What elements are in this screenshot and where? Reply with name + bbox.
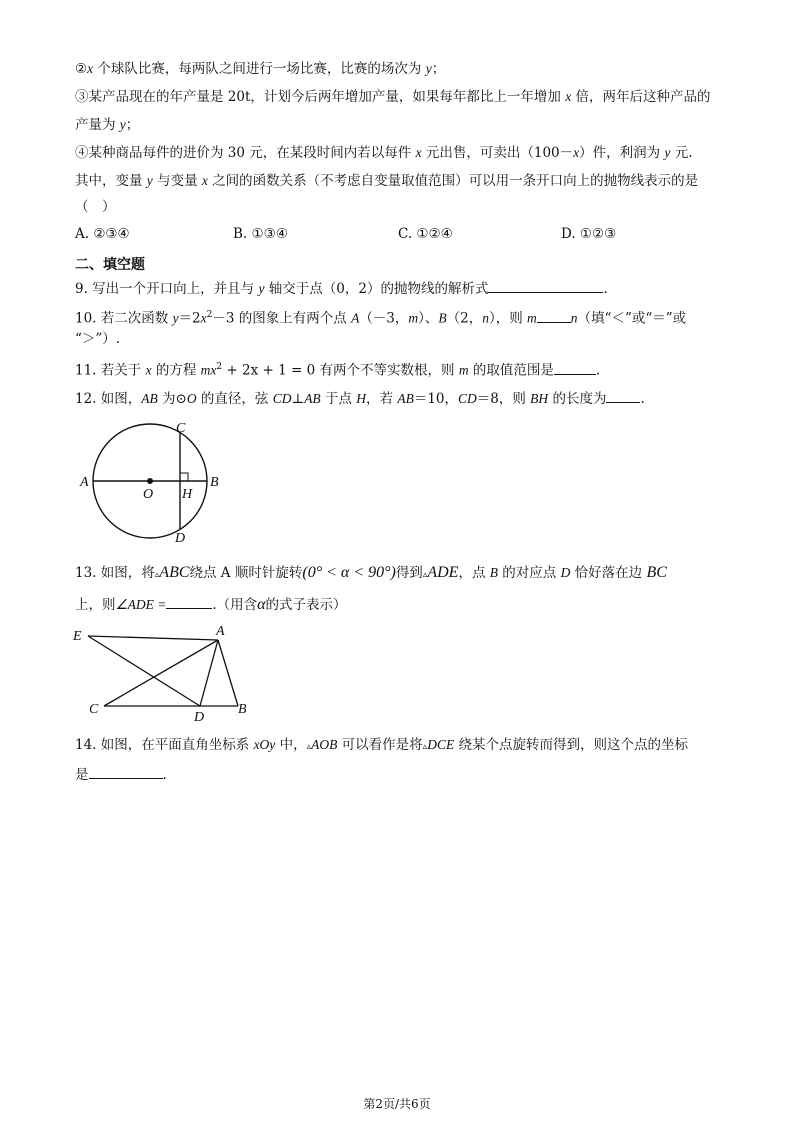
- segment-ab: [218, 640, 238, 706]
- segment-ed: [88, 636, 200, 706]
- segment-ca: [104, 640, 218, 706]
- segment-ea: [88, 636, 218, 640]
- q8-item4: ④某种商品每件的进价为 30 元，在某段时间内若以每件 x 元出售，可卖出（100－x）件，利润为 y 元.: [75, 145, 693, 161]
- q8-item3-line1: ③某产品现在的年产量是 20t，计划今后两年增加产量，如果每年都比上一年增加 x 倍，两年后这种产品的: [75, 89, 711, 105]
- q13-answer-blank[interactable]: [166, 594, 212, 609]
- section-heading-fill-in: 二、填空题: [75, 257, 145, 273]
- q8-option-c[interactable]: C. ①②④: [398, 226, 453, 242]
- q8-option-d[interactable]: D. ①②③: [561, 226, 617, 242]
- label-b: B: [210, 475, 219, 490]
- label-d: D: [194, 710, 205, 725]
- q9: 9. 写出一个开口向上，并且与 y 轴交于点（0，2）的抛物线的解析式 .: [75, 278, 608, 298]
- q10-answer-blank[interactable]: [537, 308, 571, 323]
- q8-item2: ②x 个球队比赛，每两队之间进行一场比赛，比赛的场次为 y；: [75, 61, 446, 77]
- label-d: D: [175, 531, 186, 546]
- page-footer: 第2页/共6页: [363, 1097, 431, 1111]
- label-e: E: [73, 629, 82, 644]
- q8-answer-paren: （ ）: [75, 199, 116, 215]
- label-o: O: [143, 487, 154, 502]
- label-h: H: [182, 487, 193, 502]
- center-point-o: [147, 478, 153, 484]
- q12: 12. 如图，AB 为⊙O 的直径，弦 CD⊥AB 于点 H，若 AB＝10，CD＝8，则 BH 的长度为 .: [75, 388, 645, 408]
- q8-option-b[interactable]: B. ①③④: [233, 226, 288, 242]
- label-c: C: [176, 421, 186, 436]
- q9-answer-blank[interactable]: [488, 278, 603, 293]
- q8-stem: 其中，变量 y 与变量 x 之间的函数关系（不考虑自变量取值范围）可以用一条开口向上的抛物线表示的是: [75, 173, 699, 189]
- q13-line1: 13. 如图，将▵ABC绕点 A 顺时针旋转(0° < α < 90°)得到▵ADE，点 B 的对应点 D 恰好落在边 BC: [75, 564, 667, 581]
- q13-line2: 上，则∠ADE = .（用含α的式子表示）: [75, 596, 347, 613]
- segment-ad: [200, 640, 218, 706]
- label-a: A: [80, 475, 89, 490]
- q11-answer-blank[interactable]: [554, 360, 596, 375]
- q10-line2: “＞”）.: [75, 331, 121, 347]
- q10-line1: 10. 若二次函数 $y=2x^2-3$ 的图象上有两个点 A（－3，m）、B（2，n），则 m n（填“＜”或“＝”或: [75, 306, 686, 328]
- label-a: A: [216, 624, 225, 639]
- figure-q12-circle: [75, 415, 235, 550]
- q14-line2: 是 .: [75, 764, 167, 784]
- q14-answer-blank[interactable]: [89, 764, 163, 779]
- q8-option-a[interactable]: A. ②③④: [75, 226, 130, 242]
- q8-item3-line2: 产量为 y；: [75, 117, 140, 133]
- right-angle-mark: [180, 473, 188, 481]
- q12-answer-blank[interactable]: [606, 388, 640, 403]
- label-b: B: [238, 702, 247, 717]
- label-c: C: [89, 702, 99, 717]
- q11: 11. 若关于 x 的方程 $mx^2 + 2x + 1 = 0$ 有两个不等实数根，则 m 的取值范围是 .: [75, 358, 600, 380]
- q14-line1: 14. 如图，在平面直角坐标系 xOy 中，▵AOB 可以看作是将▵DCE 绕某个点旋转而得到，则这个点的坐标: [75, 737, 688, 753]
- figure-q13-rotation: [70, 620, 260, 725]
